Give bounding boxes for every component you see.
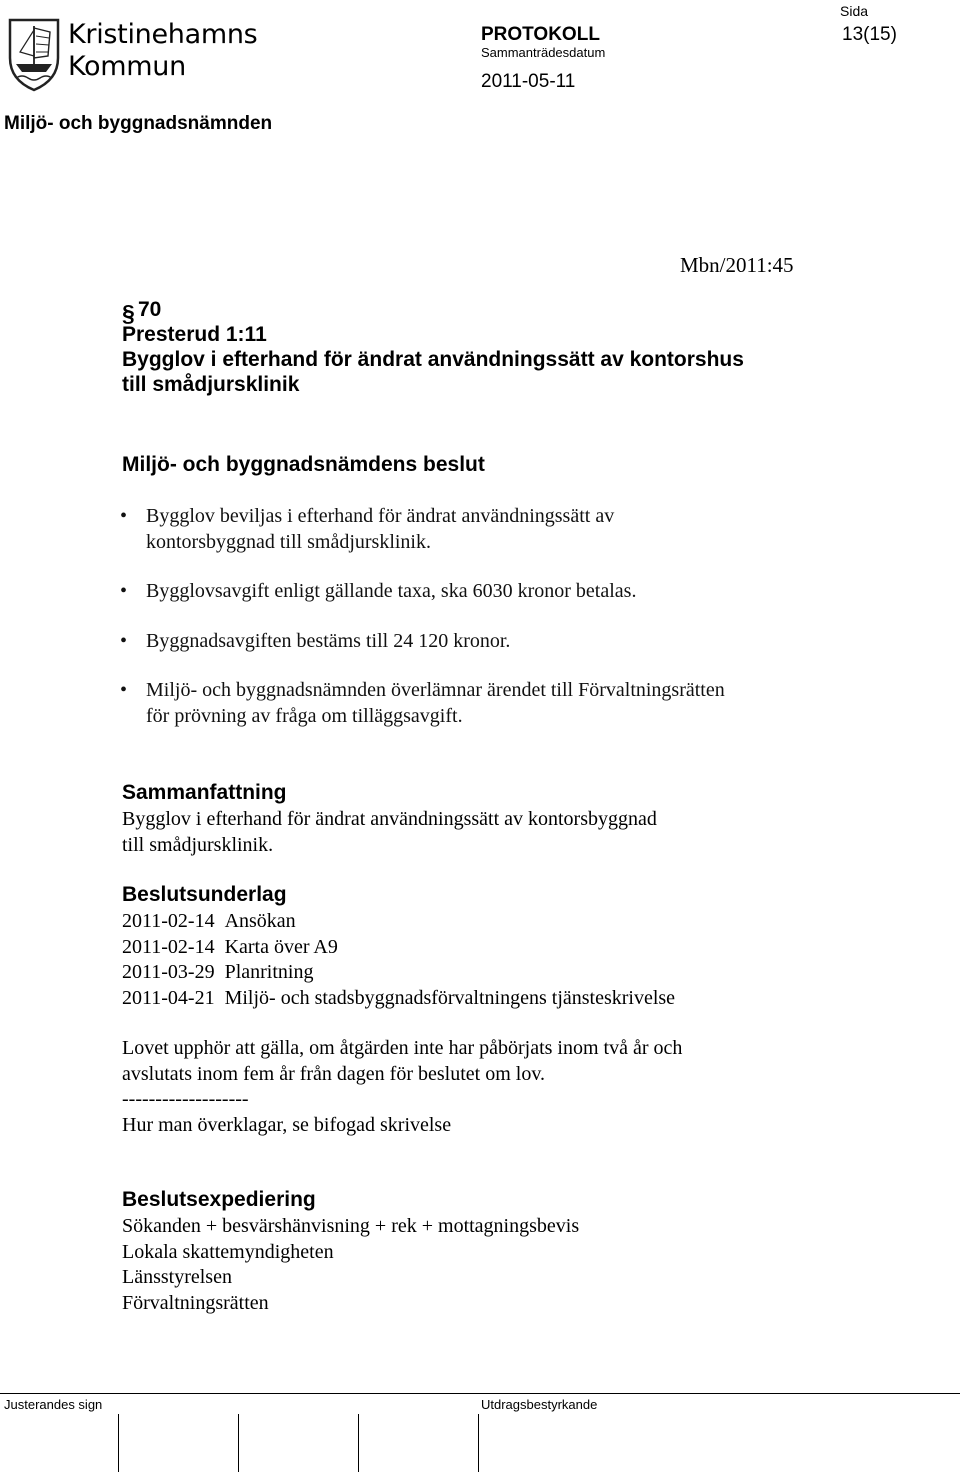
- dispatch-heading: Beslutsexpediering: [122, 1188, 316, 1211]
- section-heading: [122, 297, 744, 397]
- decision-item-line2: kontorsbyggnad till smådjursklinik.: [146, 530, 431, 553]
- dispatch-recipient: Förvaltningsrätten: [122, 1291, 269, 1314]
- section-title-line1: Bygglov i efterhand för ändrat användningssätt av kontorshus: [122, 348, 744, 371]
- document-date: 2011-02-14: [122, 935, 215, 958]
- decision-heading: Miljö- och byggnadsnämdens beslut: [122, 453, 485, 476]
- validity-line1: Lovet upphör att gälla, om åtgärden inte har påbörjats inom två år och: [122, 1037, 683, 1059]
- page-label: Sida: [840, 3, 869, 19]
- dispatch-recipient: Lokala skattemyndigheten: [122, 1240, 334, 1263]
- meeting-date-label: Sammanträdesdatum: [481, 45, 606, 60]
- adjuster-signature-label: Justerandes sign: [4, 1397, 103, 1412]
- committee-name: Miljö- och byggnadsnämnden: [4, 113, 273, 134]
- document-date: 2011-02-14: [122, 910, 215, 932]
- decision-item: [120, 678, 840, 729]
- bullet: •: [120, 679, 128, 701]
- basis-heading: Beslutsunderlag: [122, 883, 287, 906]
- section-symbol: §: [122, 300, 135, 326]
- document-title: Ansökan: [224, 910, 296, 932]
- separator-line: -------------------: [122, 1088, 249, 1110]
- organization-name-line1: Kristinehamns: [68, 19, 258, 50]
- organization-name-line2: Kommun: [68, 51, 186, 82]
- document-date: 2011-03-29: [122, 961, 215, 983]
- document-type: PROTOKOLL: [481, 24, 600, 45]
- decision-item: [120, 629, 840, 655]
- extract-certification-label: Utdragsbestyrkande: [481, 1397, 598, 1412]
- signature-box-divider: [358, 1414, 359, 1472]
- summary-text: [122, 807, 657, 858]
- decision-list: [120, 504, 840, 753]
- decision-item-line2: för prövning av fråga om tilläggsavgift.: [146, 704, 463, 727]
- summary-line2: till smådjursklinik.: [122, 833, 274, 856]
- signature-box-divider: [238, 1414, 239, 1472]
- section-title-line2: till smådjursklinik: [122, 373, 300, 396]
- validity-line2: avslutats inom fem år från dagen för beslutet om lov.: [122, 1062, 546, 1085]
- dispatch-recipient: Sökanden + besvärshänvisning + rek + mottagningsbevis: [122, 1215, 580, 1237]
- document-date: 2011-04-21: [122, 986, 215, 1009]
- summary-line1: Bygglov i efterhand för ändrat användningssätt av kontorsbyggnad: [122, 808, 657, 830]
- dispatch-recipient-list: [122, 1214, 579, 1316]
- document-title: Planritning: [224, 961, 314, 983]
- document-title: Karta över A9: [224, 935, 338, 958]
- basis-document: [122, 986, 675, 1012]
- summary-heading: Sammanfattning: [122, 781, 287, 804]
- bullet: •: [120, 505, 128, 527]
- decision-item: [120, 504, 840, 555]
- basis-document: [122, 960, 675, 986]
- basis-document-list: [122, 909, 675, 1011]
- decision-item-line1: Miljö- och byggnadsnämnden överlämnar ärendet till Förvaltningsrätten: [146, 679, 725, 701]
- decision-item-line1: Bygglov beviljas i efterhand för ändrat användningssätt av: [146, 505, 615, 527]
- meeting-date: 2011-05-11: [481, 71, 576, 92]
- paragraph-number: 70: [138, 298, 162, 321]
- basis-document: [122, 909, 675, 935]
- bullet: •: [120, 580, 128, 602]
- case-number: Mbn/2011:45: [680, 253, 794, 277]
- decision-item: [120, 579, 840, 605]
- decision-item-line1: Byggnadsavgiften bestäms till 24 120 kronor.: [146, 629, 511, 652]
- signature-box-divider: [118, 1414, 119, 1472]
- validity-notice: [122, 1036, 682, 1138]
- signature-box-divider: [478, 1414, 479, 1472]
- bullet: •: [120, 629, 128, 652]
- property-designation: Presterud 1:11: [122, 323, 267, 346]
- decision-item-line1: Bygglovsavgift enligt gällande taxa, ska 6030 kronor betalas.: [146, 580, 637, 602]
- page-number: 13(15): [842, 24, 897, 45]
- document-title: Miljö- och stadsbyggnadsförvaltningens tjänsteskrivelse: [224, 986, 676, 1009]
- footer-rule: [0, 1393, 960, 1394]
- appeal-instruction: Hur man överklagar, se bifogad skrivelse: [122, 1113, 452, 1136]
- dispatch-recipient: Länsstyrelsen: [122, 1266, 232, 1288]
- ship-coat-of-arms-icon: [4, 12, 64, 92]
- basis-document: [122, 935, 675, 961]
